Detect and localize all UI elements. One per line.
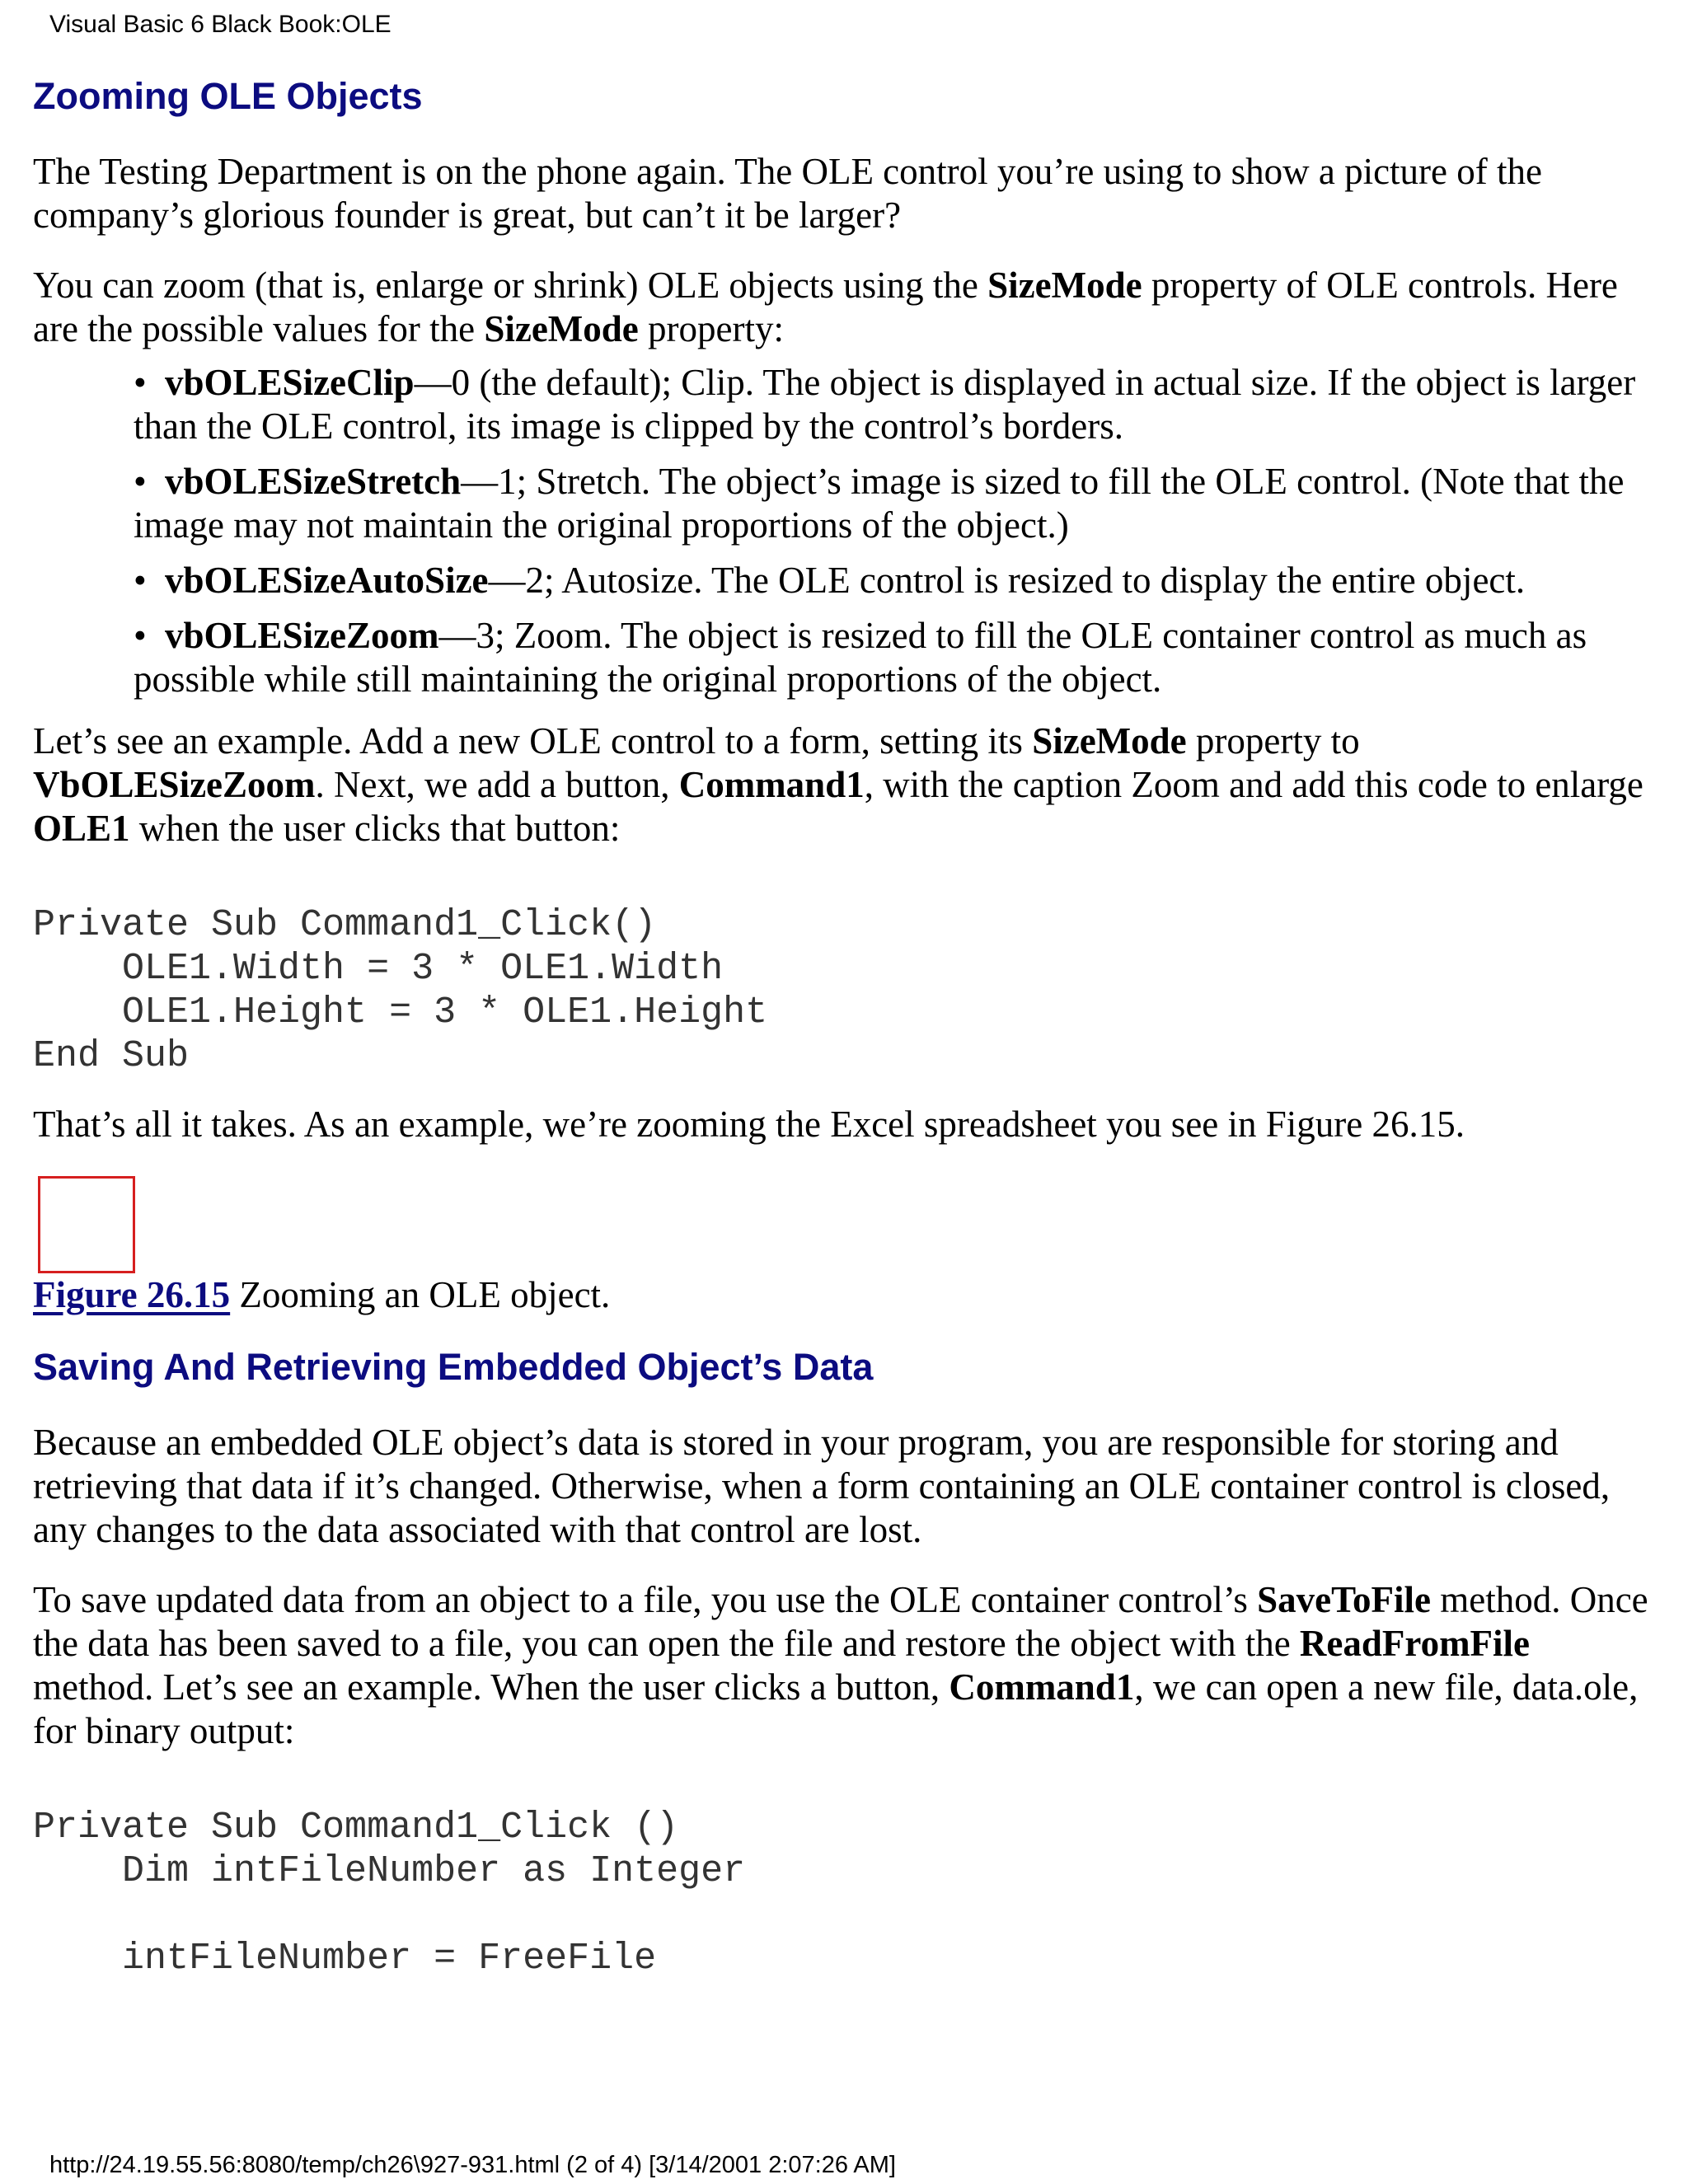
- bold-term: VbOLESizeZoom: [33, 764, 316, 805]
- figure-caption-text: Zooming an OLE object.: [230, 1274, 611, 1315]
- section-title-saving: Saving And Retrieving Embedded Object’s Data: [33, 1346, 874, 1388]
- bold-term: SizeMode: [484, 308, 639, 349]
- code-block-zoom: Private Sub Command1_Click() OLE1.Width = 3 * OLE1.Width OLE1.Height = 3 * OLE1.Height End Sub: [33, 904, 768, 1077]
- bullet-icon: •: [134, 560, 147, 601]
- text-run: method. Let’s see an example. When the user clicks a button,: [33, 1666, 950, 1708]
- constant-name: vbOLESizeStretch: [165, 461, 462, 502]
- list-item: [134, 614, 1648, 701]
- bullet-icon: •: [134, 615, 147, 656]
- book-header: Visual Basic 6 Black Book:OLE: [49, 11, 392, 38]
- text-run: You can zoom (that is, enlarge or shrink) OLE objects using the: [33, 265, 988, 306]
- sizemode-list: [33, 361, 1648, 701]
- text-run: , we can open a new file, data.ole, for binary output:: [33, 1666, 1639, 1751]
- text-run: property:: [638, 308, 784, 349]
- bold-term: SizeMode: [987, 265, 1142, 306]
- text-run: , with the caption Zoom and add this code to enlarge: [864, 764, 1643, 805]
- paragraph-savetofile: [33, 1578, 1648, 1753]
- paragraph-thats-all: That’s all it takes. As an example, we’re zooming the Excel spreadsheet you see in Figure 26.15.: [33, 1104, 1465, 1145]
- text-run: property of OLE controls. Here are the possible values for the: [33, 265, 1618, 349]
- list-item-text: —3; Zoom. The object is resized to fill the OLE container control as much as possible while still maintaining the original proportions of the object.: [134, 615, 1587, 700]
- bold-term: Command1: [678, 764, 865, 805]
- figure-caption: [33, 1273, 1648, 1317]
- paragraph-embedded: Because an embedded OLE object’s data is stored in your program, you are responsible for storing and retrieving that data if it’s changed. Otherwise, when a form containing an OLE container control is closed, any changes to the data associated with that control are lost.: [33, 1422, 1611, 1550]
- text-run: method. Once the data has been saved to a file, you can open the file and restore the object with the: [33, 1579, 1648, 1664]
- section-title-zooming: Zooming OLE Objects: [33, 75, 423, 117]
- paragraph-sizemode: [33, 264, 1648, 351]
- text-run: Let’s see an example. Add a new OLE control to a form, setting its: [33, 720, 1033, 762]
- text-run: To save updated data from an object to a file, you use the OLE container control’s: [33, 1579, 1258, 1620]
- list-item-text: —1; Stretch. The object’s image is sized to fill the OLE control. (Note that the image may not maintain the original proportions of the object.): [134, 461, 1625, 546]
- figure-link[interactable]: Figure 26.15: [33, 1274, 231, 1315]
- bold-term: SaveToFile: [1257, 1579, 1431, 1620]
- text-run: . Next, we add a button,: [315, 764, 679, 805]
- bullet-icon: •: [134, 461, 147, 502]
- bold-term: Command1: [949, 1666, 1135, 1708]
- page-footer-url: http://24.19.55.56:8080/temp/ch26\927-931.html (2 of 4) [3/14/2001 2:07:26 AM]: [49, 2152, 896, 2178]
- constant-name: vbOLESizeZoom: [165, 615, 439, 656]
- paragraph-intro: The Testing Department is on the phone again. The OLE control you’re using to show a picture of the company’s glorious founder is great, but can’t it be larger?: [33, 151, 1542, 236]
- list-item: [134, 460, 1648, 547]
- code-block-save: Private Sub Command1_Click () Dim intFileNumber as Integer intFileNumber = FreeFile: [33, 1807, 746, 1980]
- figure-image-placeholder: [38, 1176, 135, 1273]
- main-content: [33, 74, 1648, 1980]
- constant-name: vbOLESizeAutoSize: [165, 560, 489, 601]
- list-item: [134, 361, 1648, 448]
- bold-term: SizeMode: [1032, 720, 1187, 762]
- list-item: [134, 559, 1648, 602]
- bold-term: OLE1: [33, 808, 130, 849]
- text-run: property to: [1186, 720, 1360, 762]
- list-item-text: —0 (the default); Clip. The object is displayed in actual size. If the object is larger than the OLE control, its image is clipped by the control’s borders.: [134, 362, 1636, 447]
- constant-name: vbOLESizeClip: [165, 362, 415, 403]
- list-item-text: —2; Autosize. The OLE control is resized to display the entire object.: [488, 560, 1526, 601]
- bullet-icon: •: [134, 362, 147, 403]
- text-run: when the user clicks that button:: [129, 808, 621, 849]
- bold-term: ReadFromFile: [1299, 1623, 1531, 1664]
- paragraph-example: [33, 719, 1648, 851]
